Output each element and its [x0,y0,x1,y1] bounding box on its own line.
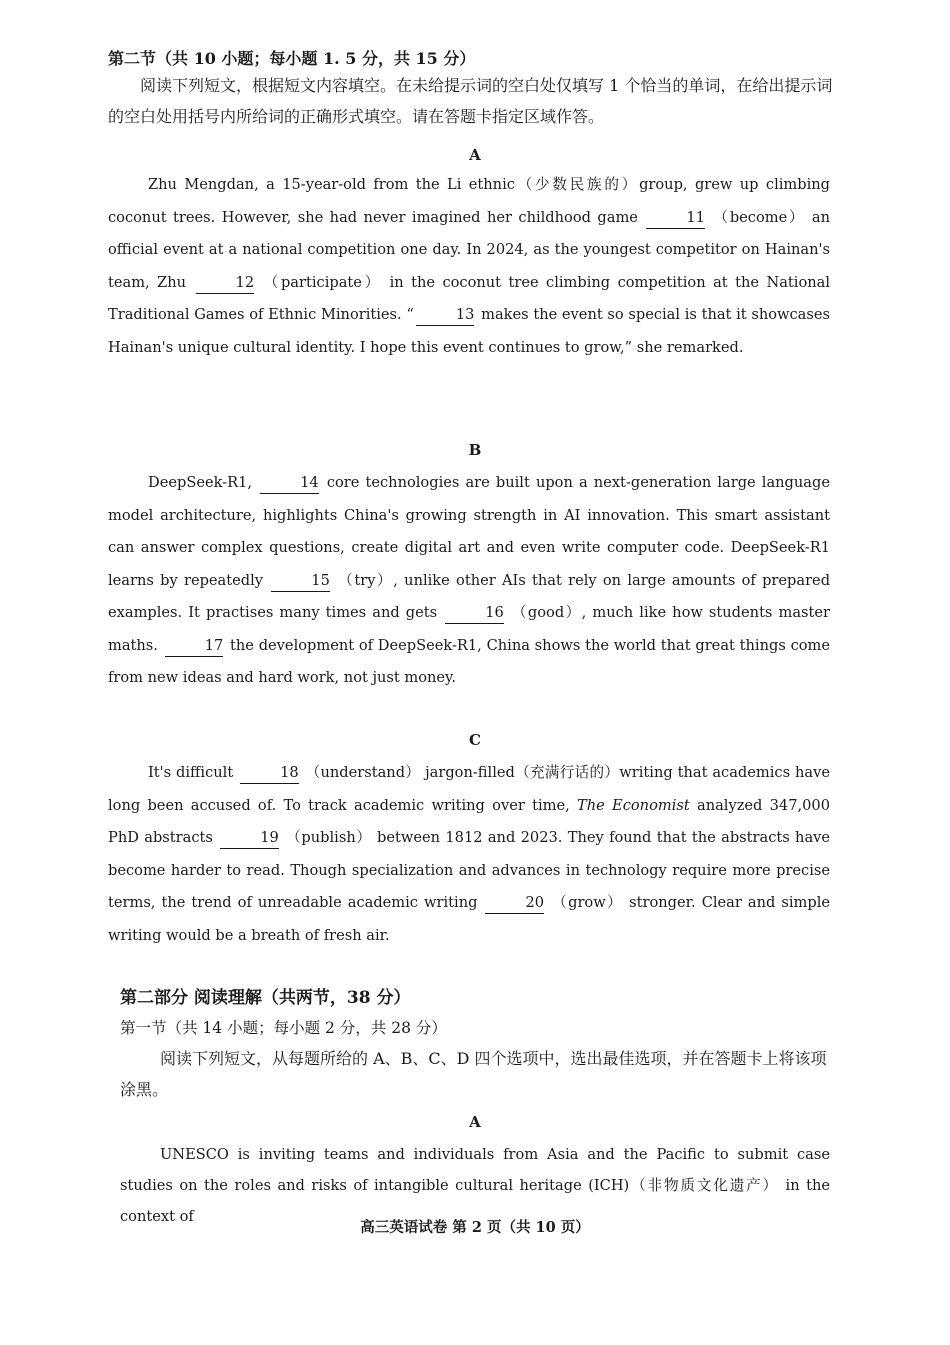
passage-b-text-5: the development of DeepSeek-R1, China shows the world that great things come from new ideas and hard work, not just money. [108,636,831,686]
blank-12[interactable]: 12 [196,273,255,294]
passage-b-letter: B [468,441,482,459]
blank-11[interactable]: 11 [646,208,705,229]
passage-c-text-2: jargon-filled [425,764,515,781]
blank-14[interactable]: 14 [260,473,319,494]
hint-16: （good） [511,604,582,621]
blank-16[interactable]: 16 [445,603,504,624]
passage-a-text-4: in the coconut tree climbing competition at the National Traditional Games of Ethnic Minorities. “ [108,273,830,323]
blank-18[interactable]: 18 [240,763,299,784]
part2-instructions: 阅读下列短文，从每题所给的 A、B、C、D 四个选项中，选出最佳选项，并在答题卡上将该项涂黑。 [120,1049,827,1099]
section-instructions: 阅读下列短文，根据短文内容填空。在未给提示词的空白处仅填写 1 个恰当的单词，在给出提示词的空白处用括号内所给词的正确形式填空。请在答题卡指定区域作答。 [108,76,833,126]
passage-a-text-2: group, grew up climbing coconut trees. However, she had never imagined her childhood game [108,176,831,226]
part2-passage-a-text-2: in the context of [120,1177,830,1225]
passage-c-text-3: writing that academics have long been accused of. To track academic writing over time, [108,764,830,814]
passage-c-text-4: analyzed 347,000 PhD abstracts [108,796,830,846]
hint-18: （understand） [305,764,421,781]
hint-19: （publish） [286,829,372,846]
passage-a-text-3: an official event at a national competition one day. In 2024, as the youngest competitor on Hainan's team, Zhu [108,208,831,291]
passage-c-letter: C [469,731,481,749]
passage-a-letter: A [469,146,481,164]
part2-passage-a-gloss: （非物质文化遗产） [629,1177,780,1194]
part2-passage-a-text-1: UNESCO is inviting teams and individuals from Asia and the Pacific to submit case studies on the roles and risks of intangible cultural heritage (ICH) [120,1146,830,1194]
passage-b-text-3: , unlike other AIs that rely on large amounts of prepared examples. It practises many times and gets [108,571,831,621]
passage-a-text-5: makes the event so special is that it showcases Hainan's unique cultural identity. I hope this event continues to grow,” she remarked. [108,306,830,356]
blank-13[interactable]: 13 [416,305,475,326]
blank-17[interactable]: 17 [165,636,224,657]
page-footer: 高三英语试卷 第 2 页（共 10 页） [360,1219,590,1236]
blank-19[interactable]: 19 [220,828,279,849]
passage-a-gloss: （少数民族的） [514,176,640,193]
blank-15[interactable]: 15 [271,571,330,592]
section-heading: 第二节（共 10 小题；每小题 1. 5 分，共 15 分） [108,49,476,68]
blank-20[interactable]: 20 [485,893,544,914]
passage-b-text-1: DeepSeek-R1, [148,474,253,491]
passage-c-gloss: （充满行话的） [514,764,620,781]
magazine-title: The Economist [577,796,690,814]
passage-a-text-1: Zhu Mengdan, a 15-year-old from the Li ethnic [148,176,515,193]
hint-20: （grow） [552,894,624,911]
passage-c [108,757,830,952]
passage-c-text-5: between 1812 and 2023. They found that the abstracts have become harder to read. Though specialization and advances in technology require more precise terms, the trend of unreadable academic writing [108,829,831,911]
part2-heading: 第二部分 阅读理解（共两节，38 分） [120,988,411,1008]
passage-b [108,467,830,695]
passage-a [108,169,830,364]
passage-b-text-2: core technologies are built upon a next-generation large language model architecture, highlights China's growing strength in AI innovation. This smart assistant can answer complex questions, create digital art and even write computer code. DeepSeek-R1 learns by repeatedly [108,474,830,589]
passage-b-text-4: , much like how students master maths. [108,604,831,654]
part2-section1-heading: 第一节（共 14 小题；每小题 2 分，共 28 分） [120,1019,447,1037]
part2-passage-a-letter: A [469,1113,481,1131]
hint-15: （try） [338,571,394,589]
passage-c-text-6: stronger. Clear and simple writing would be a breath of fresh air. [108,894,831,944]
passage-c-text-1: It's difficult [148,764,234,781]
hint-11: （become） [713,208,806,226]
hint-12: （participate） [263,273,383,291]
